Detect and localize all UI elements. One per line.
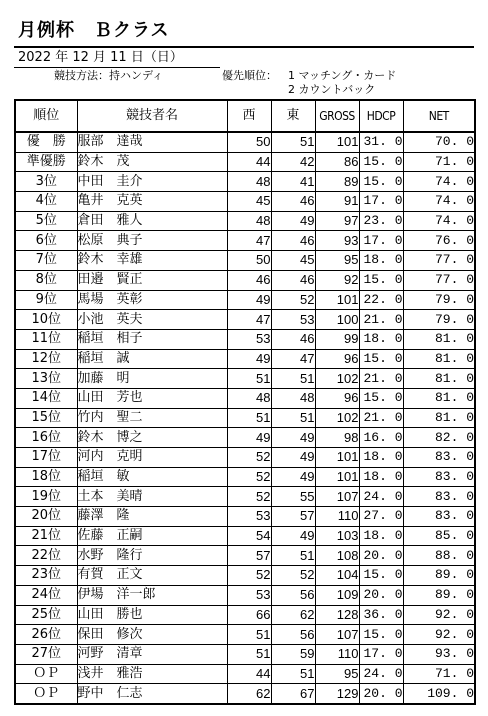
header-name: 競技者名 xyxy=(77,100,227,132)
cell-gross: 101 xyxy=(315,132,359,152)
cell-west: 49 xyxy=(227,349,271,369)
cell-gross: 101 xyxy=(315,467,359,487)
cell-gross: 93 xyxy=(315,231,359,251)
table-row xyxy=(15,428,475,448)
cell-name: 亀井 克英 xyxy=(77,192,227,212)
table-row xyxy=(15,211,475,231)
cell-east: 55 xyxy=(271,487,315,507)
cell-rank: 3位 xyxy=(15,172,77,192)
cell-hdcp: 21. 0 xyxy=(359,408,403,428)
cell-rank: 14位 xyxy=(15,388,77,408)
table-header-row xyxy=(15,100,475,132)
cell-net: 77. 0 xyxy=(403,270,475,290)
cell-gross: 100 xyxy=(315,310,359,330)
table-row xyxy=(15,546,475,566)
cell-net: 92. 0 xyxy=(403,605,475,625)
cell-net: 85. 0 xyxy=(403,526,475,546)
cell-rank: 7位 xyxy=(15,251,77,271)
table-row xyxy=(15,231,475,251)
cell-net: 109. 0 xyxy=(403,684,475,704)
cell-rank: 21位 xyxy=(15,526,77,546)
cell-hdcp: 23. 0 xyxy=(359,211,403,231)
cell-west: 52 xyxy=(227,566,271,586)
cell-rank: 5位 xyxy=(15,211,77,231)
cell-east: 62 xyxy=(271,605,315,625)
table-row xyxy=(15,310,475,330)
cell-hdcp: 15. 0 xyxy=(359,388,403,408)
cell-net: 77. 0 xyxy=(403,251,475,271)
cell-rank: 24位 xyxy=(15,585,77,605)
cell-net: 83. 0 xyxy=(403,448,475,468)
cell-hdcp: 17. 0 xyxy=(359,192,403,212)
cell-name: 鈴木 茂 xyxy=(77,152,227,172)
results-body xyxy=(15,132,475,704)
cell-net: 83. 0 xyxy=(403,507,475,527)
cell-east: 49 xyxy=(271,448,315,468)
cell-gross: 107 xyxy=(315,625,359,645)
cell-gross: 98 xyxy=(315,428,359,448)
cell-net: 88. 0 xyxy=(403,546,475,566)
cell-name: 鈴木 幸雄 xyxy=(77,251,227,271)
cell-rank: 15位 xyxy=(15,408,77,428)
cell-east: 49 xyxy=(271,526,315,546)
cell-gross: 102 xyxy=(315,369,359,389)
table-row xyxy=(15,664,475,684)
cell-west: 48 xyxy=(227,388,271,408)
cell-east: 49 xyxy=(271,467,315,487)
cell-net: 79. 0 xyxy=(403,310,475,330)
cell-east: 48 xyxy=(271,388,315,408)
cell-name: 小池 英夫 xyxy=(77,310,227,330)
cell-hdcp: 15. 0 xyxy=(359,625,403,645)
table-row xyxy=(15,448,475,468)
table-row xyxy=(15,605,475,625)
cell-rank: 13位 xyxy=(15,369,77,389)
cell-rank: 20位 xyxy=(15,507,77,527)
cell-east: 53 xyxy=(271,310,315,330)
cell-west: 50 xyxy=(227,132,271,152)
cell-rank: 6位 xyxy=(15,231,77,251)
cell-east: 52 xyxy=(271,290,315,310)
cell-gross: 89 xyxy=(315,172,359,192)
cell-gross: 104 xyxy=(315,566,359,586)
cell-east: 46 xyxy=(271,270,315,290)
cell-name: 佐藤 正嗣 xyxy=(77,526,227,546)
cell-name: 伊場 洋一郎 xyxy=(77,585,227,605)
cell-net: 83. 0 xyxy=(403,467,475,487)
header-hdcp: HDCP xyxy=(359,100,403,132)
cell-name: 山田 勝也 xyxy=(77,605,227,625)
table-row xyxy=(15,172,475,192)
header-gross: GROSS xyxy=(315,100,359,132)
cell-name: 野中 仁志 xyxy=(77,684,227,704)
cell-east: 59 xyxy=(271,644,315,664)
cell-hdcp: 36. 0 xyxy=(359,605,403,625)
table-row xyxy=(15,507,475,527)
cell-gross: 86 xyxy=(315,152,359,172)
cell-rank: 優 勝 xyxy=(15,132,77,152)
cell-east: 51 xyxy=(271,408,315,428)
title-underline xyxy=(14,46,474,48)
cell-gross: 99 xyxy=(315,329,359,349)
cell-west: 46 xyxy=(227,270,271,290)
cell-gross: 129 xyxy=(315,684,359,704)
cell-hdcp: 18. 0 xyxy=(359,467,403,487)
cell-west: 49 xyxy=(227,428,271,448)
cell-rank: 27位 xyxy=(15,644,77,664)
cell-name: 藤澤 隆 xyxy=(77,507,227,527)
cell-name: 加藤 明 xyxy=(77,369,227,389)
cell-west: 57 xyxy=(227,546,271,566)
cell-rank: 9位 xyxy=(15,290,77,310)
table-row xyxy=(15,585,475,605)
cell-hdcp: 27. 0 xyxy=(359,507,403,527)
cell-hdcp: 24. 0 xyxy=(359,664,403,684)
cell-hdcp: 31. 0 xyxy=(359,132,403,152)
cell-hdcp: 16. 0 xyxy=(359,428,403,448)
competition-info xyxy=(14,68,474,98)
cell-name: 服部 達哉 xyxy=(77,132,227,152)
cell-west: 49 xyxy=(227,290,271,310)
cell-gross: 109 xyxy=(315,585,359,605)
cell-name: 土本 美晴 xyxy=(77,487,227,507)
cell-west: 50 xyxy=(227,251,271,271)
cell-west: 51 xyxy=(227,625,271,645)
event-date: 2022 年 12 月 11 日（日） xyxy=(18,50,183,65)
cell-rank: 11位 xyxy=(15,329,77,349)
cell-east: 51 xyxy=(271,546,315,566)
cell-net: 83. 0 xyxy=(403,487,475,507)
cell-gross: 102 xyxy=(315,408,359,428)
cell-west: 47 xyxy=(227,231,271,251)
cell-hdcp: 18. 0 xyxy=(359,251,403,271)
cell-hdcp: 21. 0 xyxy=(359,369,403,389)
competition-method: 競技方法：持ハンディ xyxy=(54,69,164,82)
cell-net: 74. 0 xyxy=(403,172,475,192)
cell-gross: 110 xyxy=(315,507,359,527)
cell-net: 71. 0 xyxy=(403,152,475,172)
cell-gross: 96 xyxy=(315,349,359,369)
cell-hdcp: 15. 0 xyxy=(359,270,403,290)
table-row xyxy=(15,644,475,664)
cell-name: 水野 隆行 xyxy=(77,546,227,566)
cell-gross: 95 xyxy=(315,664,359,684)
cell-name: 田邉 賢正 xyxy=(77,270,227,290)
table-row xyxy=(15,408,475,428)
cell-gross: 91 xyxy=(315,192,359,212)
cell-east: 51 xyxy=(271,664,315,684)
cell-hdcp: 17. 0 xyxy=(359,231,403,251)
cell-hdcp: 20. 0 xyxy=(359,546,403,566)
cell-hdcp: 18. 0 xyxy=(359,448,403,468)
cell-name: 鈴木 博之 xyxy=(77,428,227,448)
cell-gross: 110 xyxy=(315,644,359,664)
table-row xyxy=(15,329,475,349)
page-title: 月例杯 Ｂクラス xyxy=(18,20,170,41)
cell-west: 47 xyxy=(227,310,271,330)
cell-gross: 103 xyxy=(315,526,359,546)
cell-name: 竹内 聖二 xyxy=(77,408,227,428)
cell-east: 41 xyxy=(271,172,315,192)
cell-east: 56 xyxy=(271,625,315,645)
cell-west: 53 xyxy=(227,329,271,349)
cell-rank: ＯＰ xyxy=(15,684,77,704)
cell-west: 48 xyxy=(227,211,271,231)
cell-west: 45 xyxy=(227,192,271,212)
cell-east: 49 xyxy=(271,211,315,231)
cell-net: 92. 0 xyxy=(403,625,475,645)
cell-west: 52 xyxy=(227,467,271,487)
cell-name: 河内 克明 xyxy=(77,448,227,468)
cell-east: 49 xyxy=(271,428,315,448)
cell-name: 浅井 雅浩 xyxy=(77,664,227,684)
header-rank: 順位 xyxy=(15,100,77,132)
table-row xyxy=(15,152,475,172)
cell-east: 47 xyxy=(271,349,315,369)
cell-east: 51 xyxy=(271,369,315,389)
cell-name: 稲垣 誠 xyxy=(77,349,227,369)
cell-west: 51 xyxy=(227,408,271,428)
cell-hdcp: 21. 0 xyxy=(359,310,403,330)
cell-west: 62 xyxy=(227,684,271,704)
cell-rank: 23位 xyxy=(15,566,77,586)
cell-gross: 95 xyxy=(315,251,359,271)
cell-west: 44 xyxy=(227,152,271,172)
cell-net: 82. 0 xyxy=(403,428,475,448)
cell-hdcp: 20. 0 xyxy=(359,684,403,704)
cell-east: 45 xyxy=(271,251,315,271)
cell-gross: 107 xyxy=(315,487,359,507)
cell-east: 46 xyxy=(271,329,315,349)
cell-gross: 101 xyxy=(315,290,359,310)
priority-rule-2: 2 カウントバック xyxy=(288,83,376,96)
cell-rank: 8位 xyxy=(15,270,77,290)
cell-west: 52 xyxy=(227,487,271,507)
cell-east: 67 xyxy=(271,684,315,704)
table-row xyxy=(15,251,475,271)
cell-gross: 101 xyxy=(315,448,359,468)
cell-gross: 108 xyxy=(315,546,359,566)
cell-name: 山田 芳也 xyxy=(77,388,227,408)
cell-west: 53 xyxy=(227,507,271,527)
cell-west: 53 xyxy=(227,585,271,605)
cell-hdcp: 17. 0 xyxy=(359,644,403,664)
cell-name: 稲垣 敏 xyxy=(77,467,227,487)
table-row xyxy=(15,270,475,290)
cell-east: 52 xyxy=(271,566,315,586)
cell-rank: ＯＰ xyxy=(15,664,77,684)
cell-hdcp: 18. 0 xyxy=(359,329,403,349)
cell-name: 松原 典子 xyxy=(77,231,227,251)
table-row xyxy=(15,467,475,487)
cell-hdcp: 15. 0 xyxy=(359,152,403,172)
cell-gross: 128 xyxy=(315,605,359,625)
cell-east: 46 xyxy=(271,231,315,251)
table-row xyxy=(15,132,475,152)
cell-name: 倉田 雅人 xyxy=(77,211,227,231)
table-row xyxy=(15,192,475,212)
table-row xyxy=(15,566,475,586)
cell-east: 51 xyxy=(271,132,315,152)
cell-gross: 92 xyxy=(315,270,359,290)
cell-net: 81. 0 xyxy=(403,388,475,408)
cell-name: 中田 圭介 xyxy=(77,172,227,192)
cell-east: 46 xyxy=(271,192,315,212)
cell-west: 66 xyxy=(227,605,271,625)
cell-rank: 12位 xyxy=(15,349,77,369)
cell-net: 74. 0 xyxy=(403,192,475,212)
cell-east: 57 xyxy=(271,507,315,527)
cell-net: 81. 0 xyxy=(403,408,475,428)
cell-hdcp: 18. 0 xyxy=(359,526,403,546)
cell-east: 56 xyxy=(271,585,315,605)
header-east: 東 xyxy=(271,100,315,132)
cell-west: 51 xyxy=(227,369,271,389)
table-row xyxy=(15,625,475,645)
cell-net: 76. 0 xyxy=(403,231,475,251)
cell-gross: 96 xyxy=(315,388,359,408)
cell-hdcp: 22. 0 xyxy=(359,290,403,310)
cell-rank: 17位 xyxy=(15,448,77,468)
cell-net: 79. 0 xyxy=(403,290,475,310)
cell-hdcp: 20. 0 xyxy=(359,585,403,605)
cell-net: 89. 0 xyxy=(403,566,475,586)
cell-hdcp: 24. 0 xyxy=(359,487,403,507)
cell-west: 44 xyxy=(227,664,271,684)
cell-west: 48 xyxy=(227,172,271,192)
cell-hdcp: 15. 0 xyxy=(359,172,403,192)
results-table xyxy=(14,99,476,705)
cell-net: 81. 0 xyxy=(403,349,475,369)
cell-net: 70. 0 xyxy=(403,132,475,152)
cell-name: 有賀 正文 xyxy=(77,566,227,586)
cell-net: 81. 0 xyxy=(403,329,475,349)
cell-rank: 26位 xyxy=(15,625,77,645)
cell-hdcp: 15. 0 xyxy=(359,349,403,369)
cell-hdcp: 15. 0 xyxy=(359,566,403,586)
cell-west: 54 xyxy=(227,526,271,546)
priority-rule-1: 1 マッチング・カード xyxy=(288,69,397,82)
table-row xyxy=(15,526,475,546)
cell-rank: 19位 xyxy=(15,487,77,507)
cell-name: 馬場 英彰 xyxy=(77,290,227,310)
table-row xyxy=(15,487,475,507)
header-net: NET xyxy=(403,100,475,132)
cell-name: 稲垣 相子 xyxy=(77,329,227,349)
cell-net: 93. 0 xyxy=(403,644,475,664)
table-row xyxy=(15,369,475,389)
priority-label: 優先順位： xyxy=(222,69,277,82)
cell-east: 42 xyxy=(271,152,315,172)
cell-gross: 97 xyxy=(315,211,359,231)
table-row xyxy=(15,290,475,310)
header-west: 西 xyxy=(227,100,271,132)
cell-rank: 16位 xyxy=(15,428,77,448)
cell-rank: 25位 xyxy=(15,605,77,625)
cell-name: 河野 清章 xyxy=(77,644,227,664)
cell-net: 74. 0 xyxy=(403,211,475,231)
cell-net: 89. 0 xyxy=(403,585,475,605)
cell-rank: 準優勝 xyxy=(15,152,77,172)
table-row xyxy=(15,684,475,704)
table-row xyxy=(15,388,475,408)
cell-rank: 10位 xyxy=(15,310,77,330)
cell-name: 保田 修次 xyxy=(77,625,227,645)
table-row xyxy=(15,349,475,369)
cell-rank: 4位 xyxy=(15,192,77,212)
cell-net: 81. 0 xyxy=(403,369,475,389)
cell-west: 52 xyxy=(227,448,271,468)
cell-west: 51 xyxy=(227,644,271,664)
cell-rank: 18位 xyxy=(15,467,77,487)
cell-rank: 22位 xyxy=(15,546,77,566)
cell-net: 71. 0 xyxy=(403,664,475,684)
